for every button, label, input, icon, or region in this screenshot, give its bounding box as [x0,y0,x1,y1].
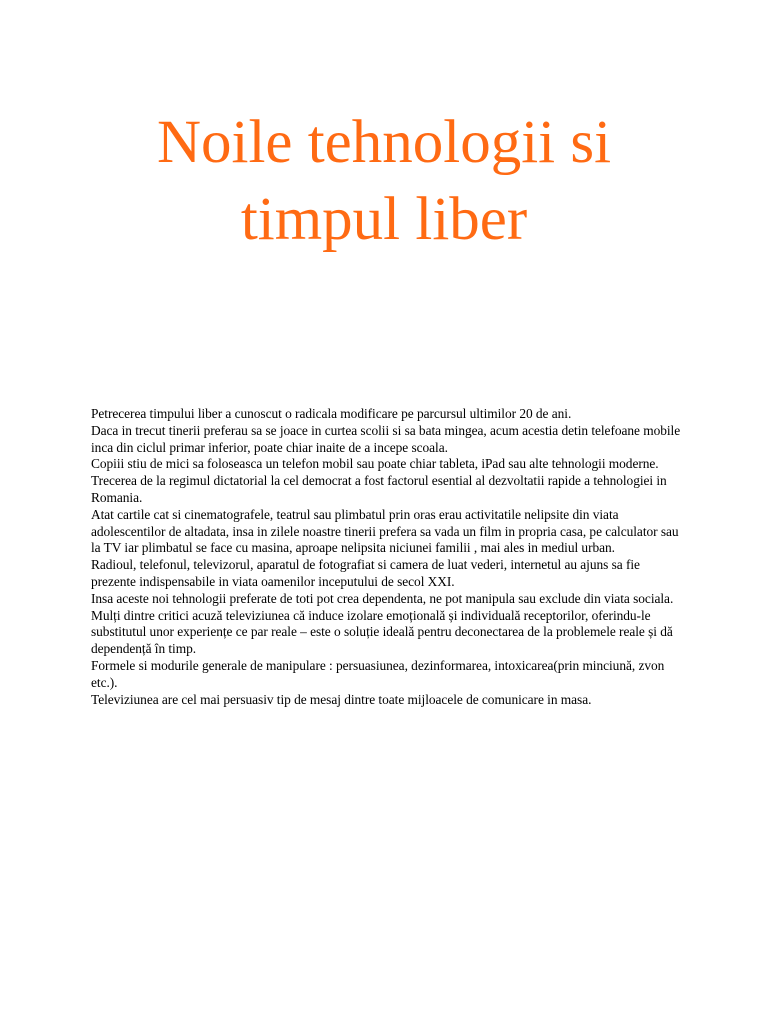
paragraph: Formele si modurile generale de manipulare : persuasiunea, dezinformarea, intoxicarea(prin minciună, zvon etc.). [91,657,665,690]
paragraph: Daca in trecut tinerii preferau sa se joace in curtea scolii si sa bata mingea, acum acestia detin telefoane mobile inca din ciclul primar inferior, poate chiar inaite de a incepe scoala. [91,422,681,455]
title-line-1: Noile tehnologii si [156,109,612,176]
document-title [0,104,768,258]
title-line-2: timpul liber [240,186,528,253]
paragraph: Atat cartile cat si cinematografele, teatrul sau plimbatul prin oras erau activitatile nelipsite din viata adolescentilor de altadata, insa in zilele noastre tinerii prefera sa vada un film in propria casa, pe calculator sau la TV iar plimbatul se face cu masina, aproape nelipsita niciunei familii , mai ales in mediul urban. [91,506,679,556]
paragraph: Copiii stiu de mici sa foloseasca un telefon mobil sau poate chiar tableta, iPad sau alte tehnologii moderne. [91,456,659,472]
paragraph: Radioul, telefonul, televizorul, aparatul de fotografiat si camera de luat vederi, internetul au ajuns sa fie prezente indispensabile in viata oamenilor inceputului de secol XXI. [91,557,640,589]
paragraph: Insa aceste noi tehnologii preferate de toti pot crea dependenta, ne pot manipula sau exclude din viata sociala. [91,590,674,606]
paragraph: Trecerea de la regimul dictatorial la cel democrat a fost factorul esential al dezvoltatii rapide a tehnologiei in Romania. [91,473,667,505]
paragraph: Televiziunea are cel mai persuasiv tip de mesaj dintre toate mijloacele de comunicare in masa. [91,691,592,707]
paragraph: Petrecerea timpului liber a cunoscut o radicala modificare pe parcursul ultimilor 20 de ani. [91,406,572,421]
document-body [91,406,687,708]
paragraph: Mulți dintre critici acuză televiziunea că induce izolare emoțională și individuală receptorilor, oferindu-le substitutul unor experiențe ce par reale – este o soluție ideală pentru deconectarea de la problemele reale și dă dependență în timp. [91,607,673,657]
